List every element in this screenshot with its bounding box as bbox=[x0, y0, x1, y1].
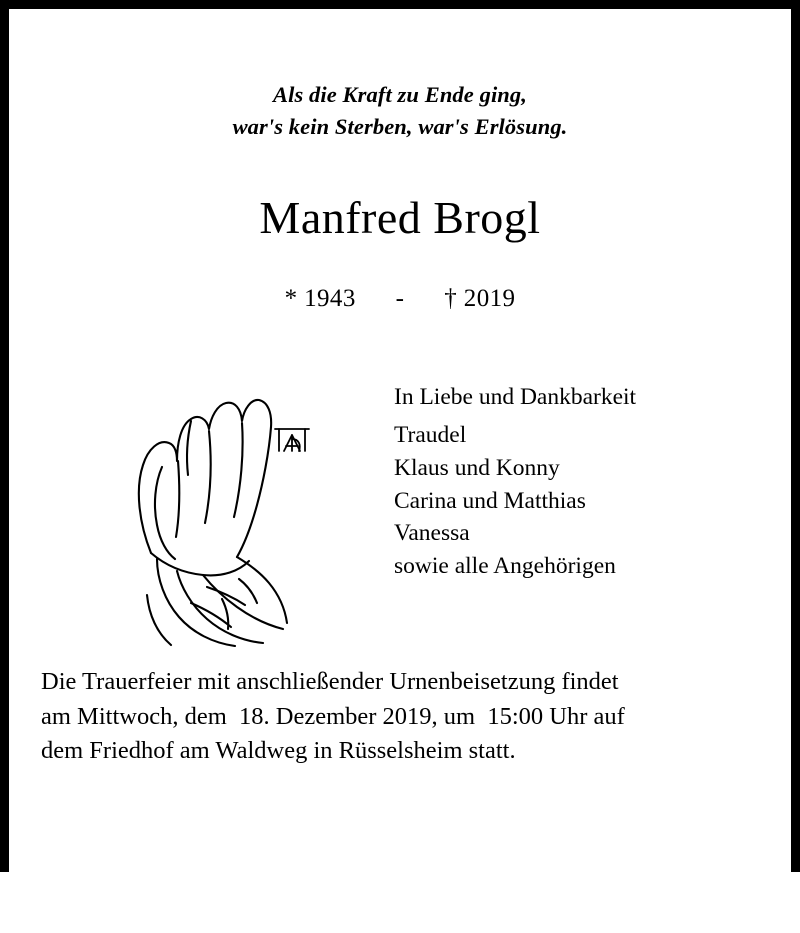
service-details bbox=[41, 665, 759, 769]
service-line-2: am Mittwoch, dem 18. Dezember 2019, um 15:00 Uhr auf bbox=[41, 702, 625, 730]
mourner-1: Traudel bbox=[394, 422, 467, 449]
mourner-2: Klaus und Konny bbox=[394, 454, 560, 481]
service-line-3: dem Friedhof am Waldweg in Rüsselsheim statt. bbox=[41, 737, 516, 765]
mourner-4: Vanessa bbox=[394, 520, 470, 547]
praying-hands-icon bbox=[87, 347, 337, 647]
mourner-3: Carina und Matthias bbox=[394, 487, 586, 514]
epitaph bbox=[9, 79, 791, 143]
mourners-lead: In Liebe und Dankbarkeit bbox=[394, 383, 637, 410]
life-dates: * 1943 - † 2019 bbox=[284, 284, 516, 312]
deceased-name: Manfred Brogl bbox=[259, 191, 541, 243]
epitaph-line-2: war's kein Sterben, war's Erlösung. bbox=[232, 113, 568, 139]
mourners-block bbox=[394, 381, 636, 582]
mourner-5: sowie alle Angehörigen bbox=[394, 552, 616, 579]
epitaph-line-1: Als die Kraft zu Ende ging, bbox=[272, 82, 527, 107]
service-line-1: Die Trauerfeier mit anschließender Urnenbeisetzung findet bbox=[41, 667, 619, 695]
notice-inner bbox=[9, 79, 791, 933]
middle-section bbox=[9, 347, 791, 647]
